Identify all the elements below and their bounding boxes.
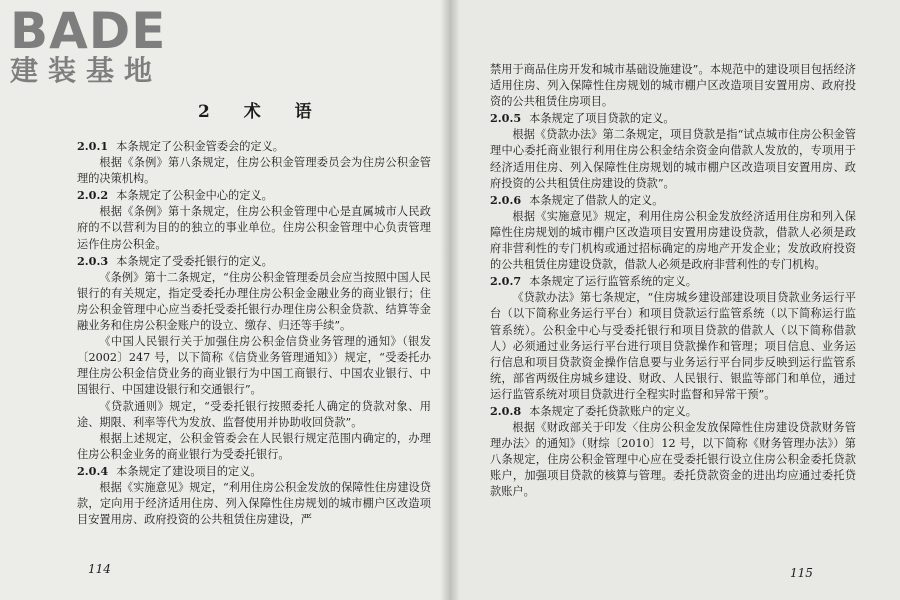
clause-number: 2.0.2 — [77, 188, 109, 203]
chapter-title: 2 术 语 — [198, 102, 326, 122]
watermark-latin: BADE — [10, 2, 167, 60]
paragraph-text: 根据《条例》第十条规定，住房公积金管理中心是直属城市人民政府的不以营利为目的的独立的事业单位。住房公积金管理中心负责管理运作住房公积金。 — [77, 205, 431, 251]
paragraph — [77, 270, 431, 334]
paragraph-text: 本条规定了委托贷款账户的定义。 — [529, 404, 697, 418]
page-number: 114 — [88, 562, 111, 576]
paragraph-text: 根据《实施意见》规定，利用住房公积金发放经济适用住房和列入保障性住房规划的城市棚户区改造项目安置用房建设贷款，借款人必须是政府非营利性的专门机构或通过招标确定的房地产开发企业；发放政府投资的公共租赁住房建设贷款，借款人必须是政府非营利性的专门机构。 — [490, 209, 856, 272]
paragraph — [490, 273, 856, 290]
paragraph — [490, 420, 856, 500]
paragraph-text: 本条规定了运行监管系统的定义。 — [529, 275, 697, 289]
paragraph — [77, 399, 431, 431]
paragraph — [77, 187, 431, 204]
paragraph — [77, 138, 431, 155]
paragraph — [77, 463, 431, 480]
paragraph-text: 本条规定了借款人的定义。 — [529, 193, 664, 207]
paragraph-text: 《条例》第十二条规定，“住房公积金管理委员会应当按照中国人民银行的有关规定，指定受委托办理住房公积金金融业务的商业银行；住房公积金管理中心应当委托受委托银行办理住房公积金贷款、结算等金融业务和住房公积金账户的设立、缴存、归还等手续”。 — [77, 270, 431, 333]
paragraph-text: 根据《条例》第八条规定，住房公积金管理委员会为住房公积金管理的决策机构。 — [77, 156, 431, 186]
right-text-block — [490, 62, 856, 501]
paragraph-text: 根据《实施意见》规定，“利用住房公积金发放的保障性住房建设贷款，定向用于经济适用住房、列入保障性住房规划的城市棚户区改造项目安置用房、政府投资的公共租赁住房建设，严 — [77, 480, 431, 527]
paragraph-text: 《贷款办法》第七条规定，“住房城乡建设部建设项目贷款业务运行平台（以下简称业务运行平台）和项目贷款运行监管系统（以下简称运行监管系统）。公积金中心与受委托银行和项目贷款的借款人（以下简称借款人）必须通过业务运行平台进行项目贷款操作和管理；项目信息、业务运行信息和项目贷款资金操作信息要与业务运行平台同步反映到运行监管系统，部省两级住房城乡建设、财政、人民银行、银监等部门和单位，通过运行监管系统对项目贷款进行全程实时监督和异常干预”。 — [490, 291, 856, 401]
clause-number: 2.0.4 — [77, 463, 109, 478]
paragraph-text: 根据上述规定，公积金管委会在人民银行规定范围内确定的，办理住房公积金业务的商业银行为受委托银行。 — [77, 431, 431, 461]
paragraph-text: 本条规定了受委托银行的定义。 — [116, 254, 273, 268]
paragraph — [490, 209, 856, 273]
paragraph — [77, 204, 431, 252]
paragraph — [490, 403, 856, 420]
paragraph-text: 《中国人民银行关于加强住房公积金信贷业务管理的通知》（银发〔2002〕247 号，以下简称《信贷业务管理通知》）规定，“受委托办理住房公积金信贷业务的商业银行为中国工商银行、中国农业银行、中国银行、中国建设银行和交通银行”。 — [77, 335, 431, 397]
paragraph-text: 本条规定了公积金中心的定义。 — [116, 189, 273, 203]
paragraph — [490, 127, 856, 191]
left-text-block — [77, 138, 431, 528]
watermark-cjk: 建装基地 — [10, 54, 163, 87]
paragraph-text: 禁用于商品住房开发和城市基础设施建设”。本规范中的建设项目包括经济适用住房、列入保障性住房规划的城市棚户区改造项目安置用房、政府投资的公共租赁住房项目。 — [490, 63, 856, 109]
paragraph — [77, 431, 431, 463]
paragraph — [490, 62, 856, 110]
clause-number: 2.0.1 — [77, 139, 109, 153]
paragraph-text: 本条规定了建设项目的定义。 — [116, 464, 262, 478]
clause-number: 2.0.8 — [490, 403, 522, 418]
page-number: 115 — [790, 566, 813, 580]
paragraph — [77, 155, 431, 187]
clause-number: 2.0.7 — [490, 274, 522, 289]
right-page — [450, 0, 900, 600]
paragraph-text: 本条规定了公积金管委会的定义。 — [116, 140, 284, 153]
paragraph — [77, 253, 431, 270]
clause-number: 2.0.5 — [490, 111, 522, 126]
paragraph-text: 根据《财政部关于印发〈住房公积金发放保障性住房建设贷款财务管理办法〉的通知》（财综〔2010〕12 号，以下简称《财务管理办法》）第八条规定，住房公积金管理中心应在受委托银行设立住房公积金委托贷款账户，加强项目贷款的核算与管理。委托贷款资金的进出均应通过委托贷款账户。 — [490, 421, 856, 499]
watermark-logo — [10, 2, 180, 87]
clause-number: 2.0.3 — [77, 253, 109, 268]
paragraph — [490, 192, 856, 209]
paragraph-text: 《贷款通则》规定，“受委托银行按照委托人确定的贷款对象、用途、期限、利率等代为发放、监督使用并协助收回贷款”。 — [77, 399, 431, 429]
paragraph-text: 根据《贷款办法》第二条规定，项目贷款是指“试点城市住房公积金管理中心委托商业银行利用住房公积金结余资金向借款人发放的，专项用于经济适用住房、列入保障性住房规划的城市棚户区改造项目安置用房、政府投资的公共租赁住房建设的贷款”。 — [490, 128, 856, 190]
paragraph — [490, 290, 856, 403]
paragraph — [490, 110, 856, 127]
paragraph — [77, 334, 431, 398]
clause-number: 2.0.6 — [490, 192, 522, 207]
paragraph-text: 本条规定了项目贷款的定义。 — [529, 112, 675, 126]
paragraph — [77, 480, 431, 528]
